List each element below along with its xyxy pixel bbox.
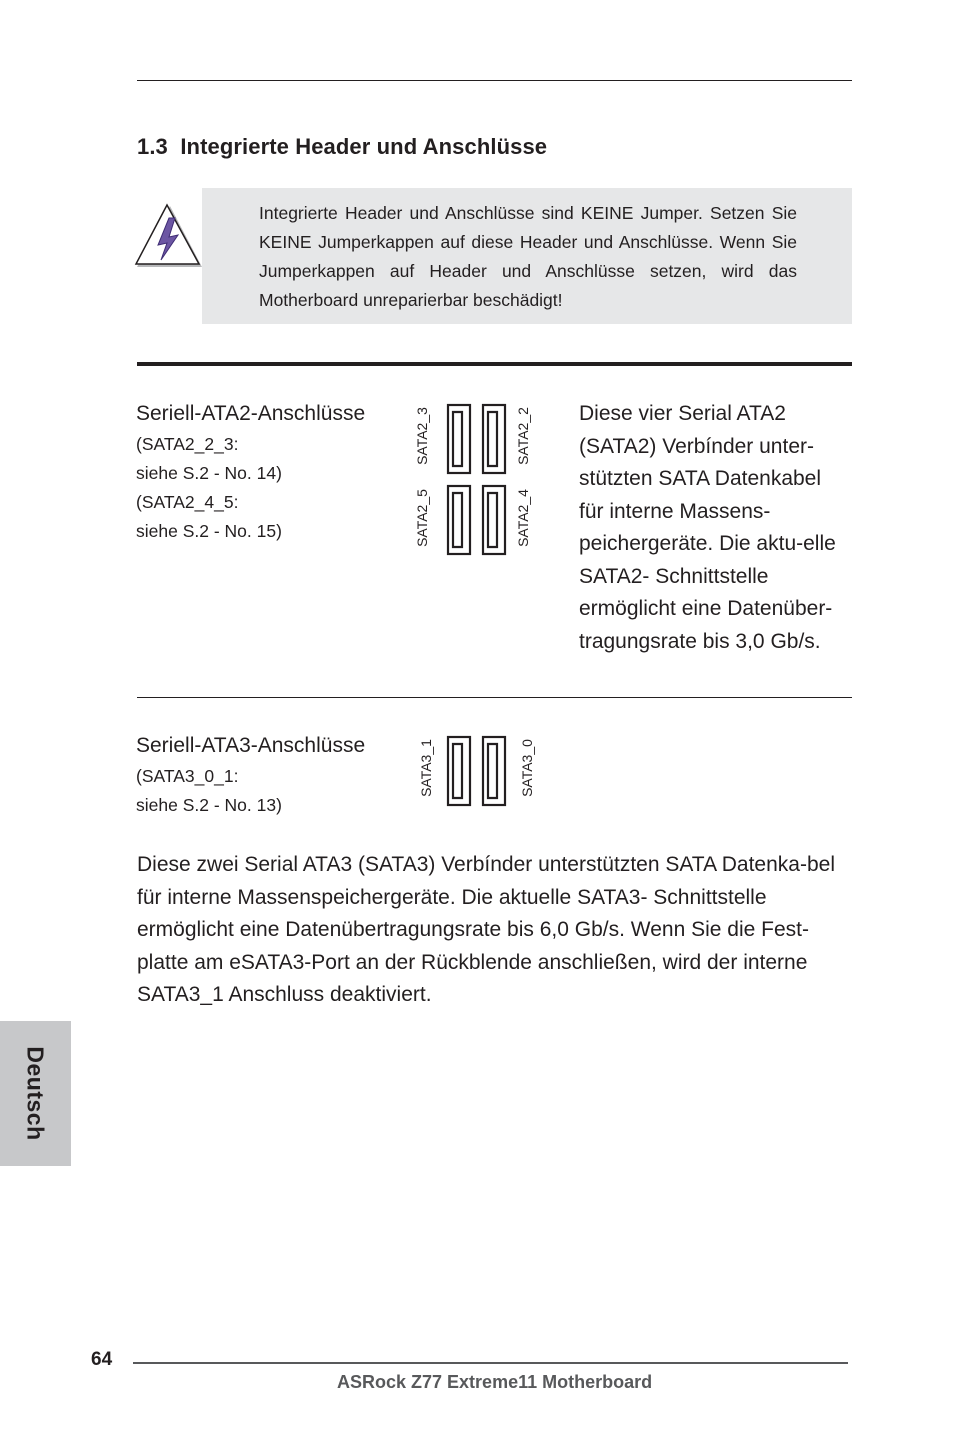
label-sata2-5: SATA2_5 — [413, 489, 430, 547]
sata2-description: Diese vier Serial ATA2 (SATA2) Verbínder unter-stützten SATA Datenkabel für interne Massens-peichergeräte. Die aktu-elle SATA2- Schnittstelle ermöglicht eine Datenüber-tragungsrate bis 3,0 Gb/s. — [579, 402, 836, 653]
page-number: 64 — [91, 1349, 113, 1370]
section-divider-thick — [137, 362, 852, 366]
sata2-ref-line: siehe S.2 - No. 14) — [136, 463, 282, 483]
label-sata3-1: SATA3_1 — [417, 739, 434, 797]
sata3-title: Seriell-ATA3-Anschlüsse — [136, 734, 366, 757]
section-number: 1.3 — [137, 134, 168, 159]
sata2-title: Seriell-ATA2-Anschlüsse — [136, 402, 366, 425]
section-heading: Integrierte Header und Anschlüsse — [180, 134, 548, 159]
sata2-ref-line: (SATA2_2_3: — [136, 434, 239, 454]
label-sata3-0: SATA3_0 — [518, 739, 535, 797]
top-rule — [137, 80, 852, 81]
footer-rule — [133, 1362, 848, 1364]
sata3-description: Diese zwei Serial ATA3 (SATA3) Verbínder unterstützten SATA Datenka-bel für interne Massenspeichergeräte. Die aktuelle SATA3- Schnittstelle ermöglicht eine Datenübertragungsrate bis 6,0 Gb/s. Wenn Sie die Fest-platte am eSATA3-Port an der Rückblende anschließen, wird der interne SATA3_1 Anschluss deaktiviert. — [137, 853, 835, 1006]
sata3-ref-line: siehe S.2 - No. 13) — [136, 795, 282, 815]
label-sata2-3: SATA2_3 — [413, 407, 430, 465]
footer-product-name: ASRock Z77 Extreme11 Motherboard — [337, 1372, 653, 1392]
language-tab-label-wrap — [0, 1021, 71, 1166]
sata2-connector-diagram — [412, 398, 542, 560]
sata2-ref-line: siehe S.2 - No. 15) — [136, 521, 282, 541]
section-divider-thin — [137, 697, 852, 698]
sata2-ref-line: (SATA2_4_5: — [136, 492, 239, 512]
warning-text: Integrierte Header und Anschlüsse sind KEINE Jumper. Setzen Sie KEINE Jumperkappen auf diese Header und Anschlüsse. Wenn Sie Jumperkappen auf Header und Anschlüsse setzen, wird das Motherboard unreparierbar beschädigt! — [259, 203, 797, 310]
section-title — [137, 134, 547, 160]
language-tab-label: Deutsch — [23, 1046, 49, 1141]
sata3-ref-line: (SATA3_0_1: — [136, 766, 239, 786]
warning-triangle-lightning-icon — [134, 203, 204, 269]
sata3-connector-diagram — [412, 730, 542, 812]
label-sata2-2: SATA2_2 — [514, 407, 531, 465]
sata2-info — [136, 398, 396, 546]
sata3-info — [136, 730, 396, 820]
label-sata2-4: SATA2_4 — [514, 489, 531, 547]
